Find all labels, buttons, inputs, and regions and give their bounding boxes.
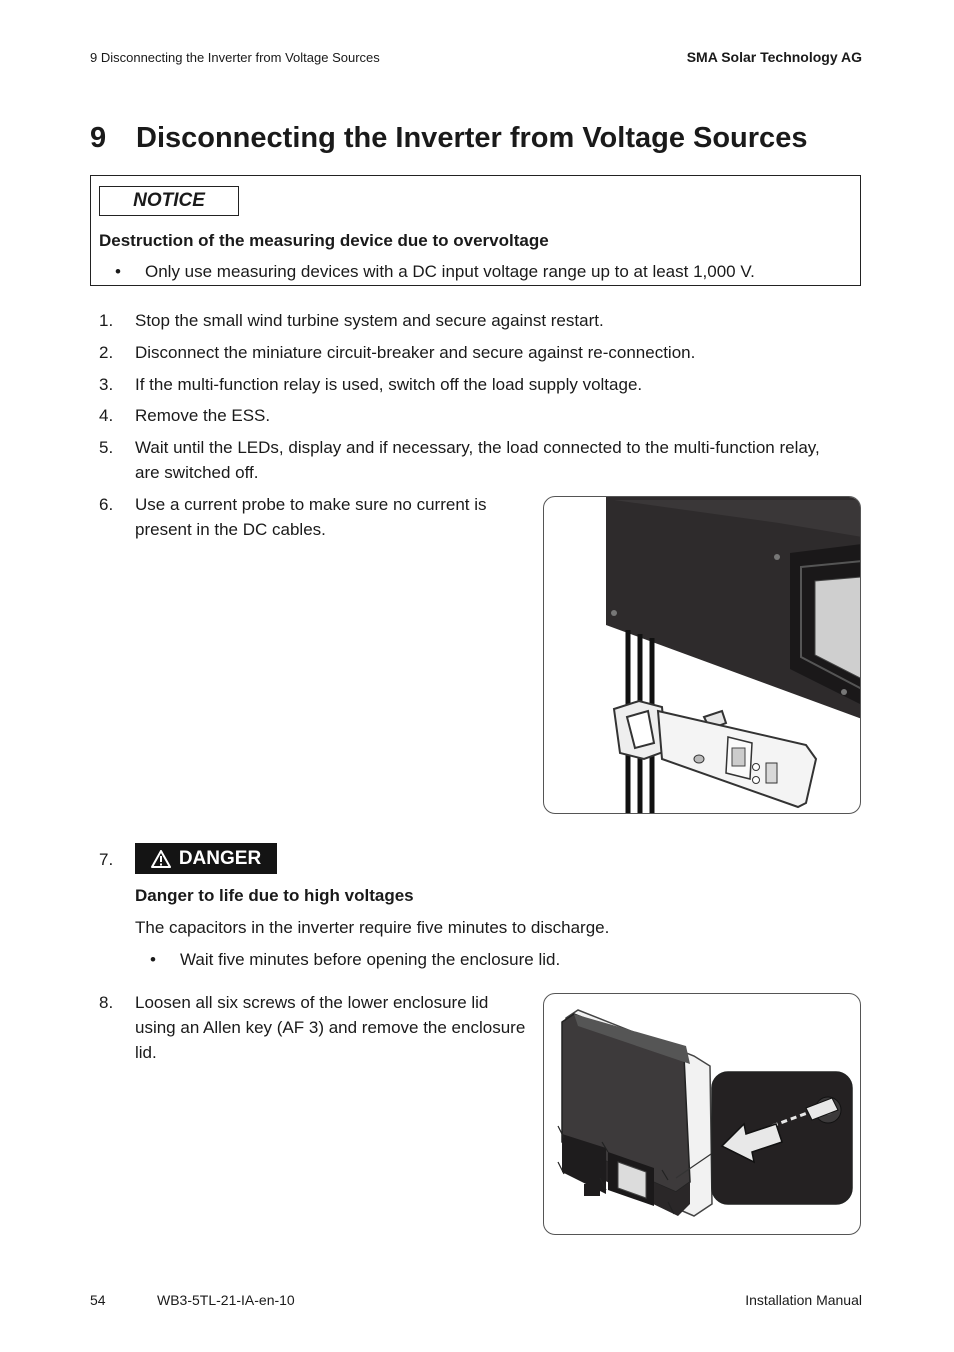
page-title bbox=[90, 122, 807, 155]
title-number: 9 bbox=[90, 122, 107, 154]
current-probe-drawing bbox=[544, 497, 861, 814]
step-number: 4. bbox=[99, 406, 114, 425]
notice-tag: NOTICE bbox=[99, 186, 239, 216]
step-number: 6. bbox=[99, 495, 114, 514]
danger-body: The capacitors in the inverter require five minutes to discharge. bbox=[135, 918, 610, 937]
step-text: Stop the small wind turbine system and secure against restart. bbox=[135, 311, 604, 330]
step-number: 8. bbox=[99, 993, 114, 1012]
step-text-line-2: using an Allen key (AF 3) and remove the enclosure bbox=[135, 1018, 526, 1037]
danger-bullet-text: Wait five minutes before opening the enclosure lid. bbox=[180, 950, 561, 969]
notice-heading: Destruction of the measuring device due to overvoltage bbox=[99, 231, 549, 250]
notice-bullet bbox=[115, 262, 755, 282]
warning-triangle-icon bbox=[151, 850, 171, 868]
footer-page-number: 54 bbox=[90, 1292, 106, 1308]
step-text: Remove the ESS. bbox=[135, 406, 271, 425]
step-text: Disconnect the miniature circuit-breaker and secure against re-connection. bbox=[135, 343, 696, 362]
danger-tag bbox=[135, 843, 277, 874]
step-text-line-1: Wait until the LEDs, display and if necessary, the load connected to the multi-function relay, bbox=[135, 438, 820, 457]
step-text: If the multi-function relay is used, switch off the load supply voltage. bbox=[135, 375, 643, 394]
running-header-company: SMA Solar Technology AG bbox=[686, 49, 862, 65]
step-text-line-3: lid. bbox=[135, 1043, 157, 1062]
title-text: Disconnecting the Inverter from Voltage Sources bbox=[136, 122, 808, 154]
footer-document-type: Installation Manual bbox=[745, 1292, 862, 1308]
enclosure-lid-illustration bbox=[543, 993, 861, 1235]
current-probe-illustration bbox=[543, 496, 861, 814]
step-number: 1. bbox=[99, 311, 114, 330]
step-text-line-2: are switched off. bbox=[135, 463, 259, 482]
step-text-line-1: Loosen all six screws of the lower enclosure lid bbox=[135, 993, 489, 1012]
danger-tag-label: DANGER bbox=[178, 847, 262, 869]
footer-document-id: WB3-5TL-21-IA-en-10 bbox=[157, 1292, 295, 1308]
step-number: 5. bbox=[99, 438, 114, 457]
running-header-section: 9 Disconnecting the Inverter from Voltage Sources bbox=[90, 50, 380, 65]
step-number: 7. bbox=[99, 850, 114, 869]
bullet-symbol: • bbox=[115, 262, 121, 281]
notice-bullet-text: Only use measuring devices with a DC input voltage range up to at least 1,000 V. bbox=[145, 262, 755, 281]
step-text-line-2: present in the DC cables. bbox=[135, 520, 326, 539]
step-number: 3. bbox=[99, 375, 114, 394]
notice-box bbox=[90, 175, 861, 286]
step-number: 2. bbox=[99, 343, 114, 362]
bullet-symbol: • bbox=[150, 950, 156, 969]
danger-heading: Danger to life due to high voltages bbox=[135, 886, 414, 905]
danger-bullet bbox=[150, 950, 560, 970]
step-text-line-1: Use a current probe to make sure no current is bbox=[135, 495, 487, 514]
enclosure-lid-drawing bbox=[544, 994, 861, 1235]
